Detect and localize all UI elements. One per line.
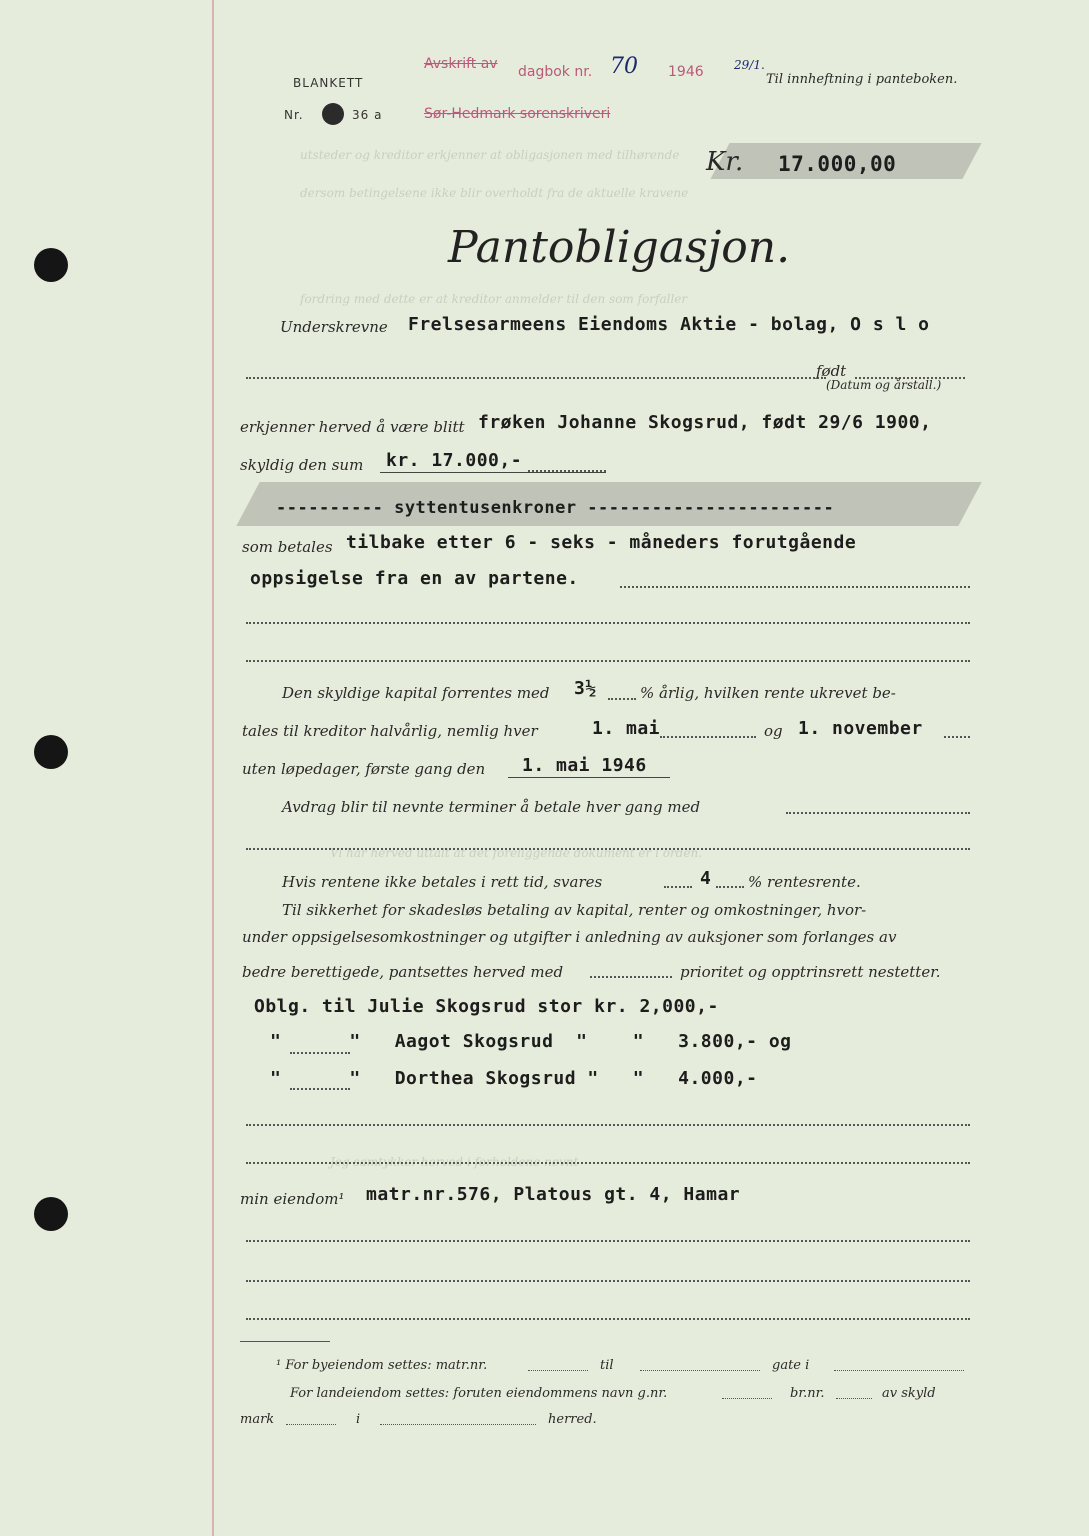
late-line-pre: Hvis rentene ikke betales i rett tid, svares: [282, 873, 603, 891]
priority-3: " " Dorthea Skogsrud " " 4.000,-: [270, 1068, 758, 1089]
punch-hole-middle: [34, 735, 68, 769]
blankett-label: BLANKETT: [293, 76, 364, 90]
footnote-line3-mark: mark: [240, 1412, 275, 1427]
property-label: min eiendom¹: [240, 1190, 345, 1208]
installments-line: Avdrag blir til nevnte terminer å betale hver gang med: [282, 798, 701, 816]
document-page: utsteder og kreditor erkjenner at obligasjonen med tilhørende dersom betingelsene ikke blir overholdt fra de aktuelle kravene fordring med dette er at kreditor anmelder til den som forfaller Vi har herved uttalt at det foreliggende dokument er i orden. Jeg samtykker herved i forholdene nevnt BLANKETT Nr. 36 a Avskrift av dagbok nr. 70 1946 29/1. Til innheftning i panteboken. Sør-Hedmark sorenskriveri Kr. 17.000,00 Pantobligasjon. Underskrevne Frelsesarmeens Eiendoms Aktie - bolag, O s l o født (Datum og årstall.) erkjenner herved å være blitt frøken Johanne Skogsrud, født 29/6 1900, skyldig den sum kr. 17.000,- ---------- syttentusenkroner ----------------------- som betales tilbake etter 6 - seks - måneders forutgående oppsigelse fra en av partene. Den skyldige kapital forrentes med 3½ % årlig, hvilken rente ukrevet be- tales til kreditor halvårlig, nemlig hver 1. mai og 1. november uten løpedager, første gang den 1. mai 1946 Avdrag blir til nevnte terminer å betale hver gang med Hvis rentene ikke betales i rett tid, svares 4 % rentesrente. Til sikkerhet for skadesløs betaling av kapital, renter og omkostninger, hvor- under oppsigelsesomkostninger og utgifter i anledning av auksjoner som forlanges av bedre berettigede, pantsettes herved med prioritet og opptrinsrett nestetter. Oblg. til Julie Skogsrud stor kr. 2,000,- " " Aagot Skogsrud " " 3.800,- og " " Dorthea Skogsrud " " 4.000,- min eiendom¹ matr.nr.576, Platous gt. 4, Hamar ¹ For byeiendom settes: matr.nr. til gate i For landeiendom settes: foruten eiendommens navn g.nr. br.nr. av skyld mark i herred.: [0, 0, 1089, 1536]
debtor-label: Underskrevne: [280, 318, 388, 336]
payment-line2: oppsigelse fra en av partene.: [250, 568, 579, 589]
stamp-year: 1946: [668, 64, 704, 80]
interest-first-date: 1. mai 1946: [522, 755, 647, 776]
punch-hole-top: [34, 248, 68, 282]
interest-date1: 1. mai: [592, 718, 661, 739]
footnote-line3-i: i: [356, 1412, 361, 1427]
margin-line: [212, 0, 214, 1536]
priority-2: " " Aagot Skogsrud " " 3.800,- og: [270, 1031, 792, 1052]
payment-label: som betales: [242, 538, 333, 556]
footnote-line3-herred: herred.: [548, 1412, 597, 1427]
creditor-label: erkjenner herved å være blitt: [240, 418, 465, 436]
sum-label: skyldig den sum: [240, 456, 364, 474]
security-line3-pre: bedre berettigede, pantsettes herved med: [242, 963, 564, 981]
footnote-line2-br: br.nr.: [790, 1386, 825, 1401]
interest-line1-post: % årlig, hvilken rente ukrevet be-: [640, 684, 896, 702]
footnote-line1-pre: ¹ For byeiendom settes: matr.nr.: [276, 1358, 488, 1373]
date-note: 29/1.: [734, 58, 765, 72]
amount-prefix: Kr.: [706, 147, 744, 177]
footnote-line2-av: av skyld: [882, 1386, 936, 1401]
punch-hole-bottom: [34, 1197, 68, 1231]
form-number: 36 a: [352, 108, 383, 122]
security-line3-post: prioritet og opptrinsrett nestetter.: [680, 963, 941, 981]
interest-line1-pre: Den skyldige kapital forrentes med: [282, 684, 550, 702]
dagbok-number: 70: [610, 54, 638, 79]
stamp-avskrift: Avskrift av: [424, 56, 498, 72]
footnote-line2-pre: For landeiendom settes: foruten eiendommens navn g.nr.: [290, 1386, 668, 1401]
creditor-name: frøken Johanne Skogsrud, født 29/6 1900,: [478, 412, 932, 433]
interest-date2: 1. november: [798, 718, 923, 739]
interest-line3-pre: uten løpedager, første gang den: [242, 760, 486, 778]
sum-value: kr. 17.000,-: [386, 450, 523, 471]
datum-label: (Datum og årstall.): [826, 378, 942, 392]
footnote-line1-til: til: [600, 1358, 614, 1373]
interest-og: og: [764, 722, 783, 740]
interest-line2-pre: tales til kreditor halvårlig, nemlig hver: [242, 722, 538, 740]
payment-line1: tilbake etter 6 - seks - måneders forutgående: [346, 532, 857, 553]
priority-1: Oblg. til Julie Skogsrud stor kr. 2,000,-: [254, 996, 719, 1017]
footnote-divider: [240, 1341, 330, 1342]
header-note: Til innheftning i panteboken.: [766, 72, 958, 87]
seal-icon: [322, 103, 344, 125]
property-value: matr.nr.576, Platous gt. 4, Hamar: [366, 1184, 741, 1205]
document-title: Pantobligasjon.: [448, 222, 791, 273]
stamp-sorenskriveri: Sør-Hedmark sorenskriveri: [424, 106, 611, 122]
late-rate: 4: [700, 868, 712, 889]
footnote-line1-gate: gate i: [772, 1358, 810, 1373]
debtor-name: Frelsesarmeens Eiendoms Aktie - bolag, O s l o: [408, 314, 930, 335]
stamp-dagbok: dagbok nr.: [518, 64, 593, 80]
nr-label: Nr.: [284, 108, 304, 122]
late-line-post: % rentesrente.: [748, 873, 861, 891]
sum-in-words: ---------- syttentusenkroner -----------------------: [276, 498, 835, 518]
security-line1: Til sikkerhet for skadesløs betaling av kapital, renter og omkostninger, hvor-: [282, 901, 867, 919]
interest-rate: 3½: [574, 678, 597, 699]
security-line2: under oppsigelsesomkostninger og utgifter i anledning av auksjoner som forlanges av: [242, 928, 897, 946]
born-label: født: [816, 362, 847, 380]
amount-value: 17.000,00: [778, 152, 897, 176]
